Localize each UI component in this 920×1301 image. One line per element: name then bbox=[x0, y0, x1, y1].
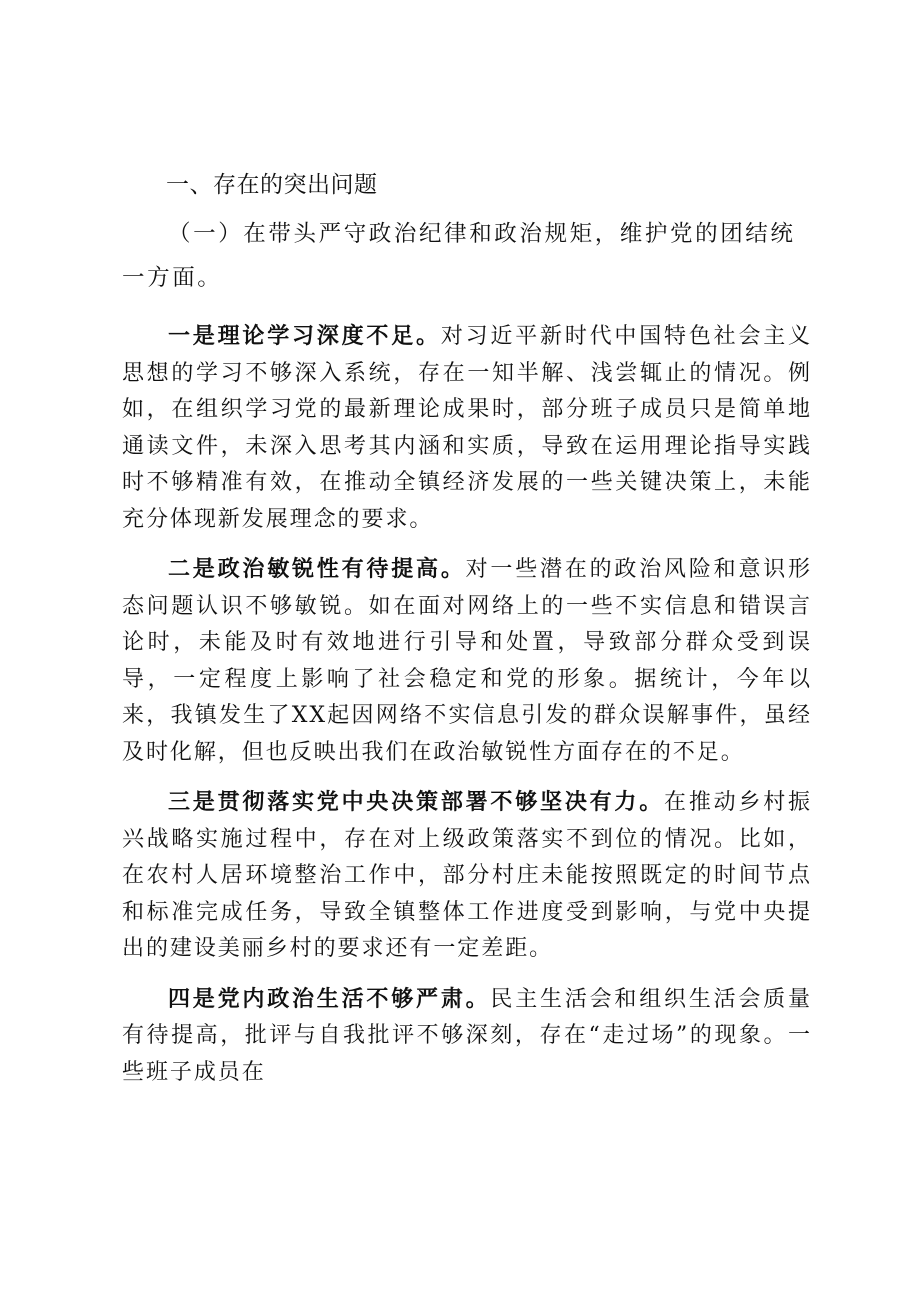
paragraph-4 bbox=[122, 981, 812, 1092]
paragraph-1 bbox=[122, 318, 812, 538]
paragraph-2 bbox=[122, 551, 812, 771]
paragraph-body: 对习近平新时代中国特色社会主义思想的学习不够深入系统，存在一知半解、浅尝辄止的情况。例如，在组织学习党的最新理论成果时，部分班子成员只是简单地通读文件，未深入思考其内涵和实质，导致在运用理论指导实践时不够精准有效，在推动全镇经济发展的一些关键决策上，未能充分体现新发展理念的要求。 bbox=[122, 324, 812, 532]
document-body bbox=[122, 318, 812, 1104]
paragraph-lead: 四是党内政治生活不够严肃。 bbox=[168, 985, 491, 1012]
paragraph-lead: 一是理论学习深度不足。 bbox=[168, 323, 441, 349]
section-heading: 一、存在的突出问题 bbox=[166, 172, 378, 198]
paragraph-lead: 二是政治敏锐性有待提高。 bbox=[168, 556, 466, 582]
paragraph-lead: 三是贯彻落实党中央决策部署不够坚决有力。 bbox=[168, 789, 665, 815]
paragraph-3 bbox=[122, 784, 812, 968]
paragraph-body: 民主生活会和组织生活会质量有待提高，批评与自我批评不够深刻，存在“走过场”的现象。一些班子成员在 bbox=[122, 986, 812, 1085]
paragraph-body: 在推动乡村振兴战略实施过程中，存在对上级政策落实不到位的情况。比如，在农村人居环境整治工作中，部分村庄未能按照既定的时间节点和标准完成任务，导致全镇整体工作进度受到影响，与党中央提出的建设美丽乡村的要求还有一定差距。 bbox=[122, 790, 812, 961]
paragraph-body: 对一些潜在的政治风险和意识形态问题认识不够敏锐。如在面对网络上的一些不实信息和错误言论时，未能及时有效地进行引导和处置，导致部分群众受到误导，一定程度上影响了社会稳定和党的形象。据统计，今年以来，我镇发生了XX起因网络不实信息引发的群众误解事件，虽经及时化解，但也反映出我们在政治敏锐性方面存在的不足。 bbox=[122, 557, 812, 765]
sub-heading: （一）在带头严守政治纪律和政治规矩，维护党的团结统一方面。 bbox=[122, 221, 796, 291]
